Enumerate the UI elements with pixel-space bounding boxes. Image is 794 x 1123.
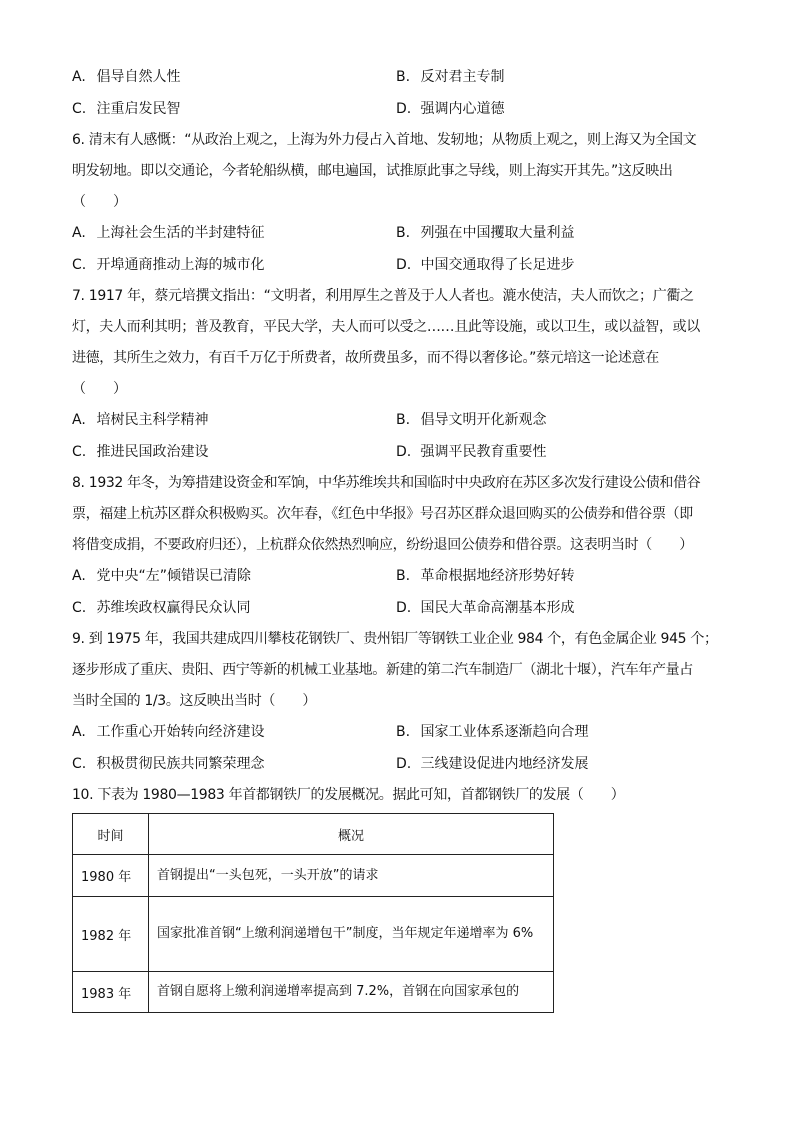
q7-option-b[interactable]: B. 倡导文明开化新观念 [396,412,547,428]
q9-stem-line: 9. 到 1975 年，我国共建成四川攀枝花钢铁厂、贵州铝厂等钢铁工业企业 984 个，有色金属企业 945 个； [72,631,718,647]
q5-options-row-1 [72,62,724,94]
q5-options-row-2 [72,94,724,126]
q9-option-c[interactable]: C. 积极贯彻民族共同繁荣理念 [72,755,265,772]
table-cell-overview: 首钢提出“一头包死，一头开放”的请求 [149,855,554,897]
q7-answer-blank: （ ） [72,381,127,397]
question-8 [72,468,724,624]
q5-option-a[interactable]: A. 倡导自然人性 [72,69,181,85]
table-cell-year: 1980 年 [73,855,149,897]
table-cell-overview: 国家批准首钢“上缴利润递增包干”制度，当年规定年递增率为 6% [149,897,554,972]
q8-option-d[interactable]: D. 国民大革命高潮基本形成 [396,599,575,616]
table-header-overview: 概况 [149,814,554,855]
question-7 [72,281,724,468]
q8-option-b[interactable]: B. 革命根据地经济形势好转 [396,568,575,584]
q6-answer-blank: （ ） [72,194,127,210]
table-cell-year: 1982 年 [73,897,149,972]
q8-stem-line: 将借变成捐，不要政府归还），上杭群众依然热烈响应，纷纷退回公债券和借谷票。这表明当时（ ） [72,537,693,553]
table-header-row [73,814,554,855]
q9-option-a[interactable]: A. 工作重心开始转向经济建设 [72,724,265,740]
table-row [73,855,554,897]
q7-option-d[interactable]: D. 强调平民教育重要性 [396,443,547,460]
q10-stem: 10. 下表为 1980—1983 年首都钢铁厂的发展概况。据此可知，首都钢铁厂的发展（ ） [72,787,625,803]
q8-stem-line: 票，福建上杭苏区群众积极购买。次年春，《红色中华报》号召苏区群众退回购买的公债券和借谷票（即 [72,506,693,522]
q9-options-row-1 [72,717,724,749]
q6-option-c[interactable]: C. 开埠通商推动上海的城市化 [72,256,265,273]
q5-option-b[interactable]: B. 反对君主专制 [396,69,505,85]
q8-option-a[interactable]: A. 党中央“左”倾错误已清除 [72,568,251,584]
q9-stem-line: 逐步形成了重庆、贵阳、西宁等新的机械工业基地。新建的第二汽车制造厂（湖北十堰），汽车年产量占 [72,662,693,678]
q9-option-b[interactable]: B. 国家工业体系逐渐趋向合理 [396,724,589,740]
q6-stem-line: 6. 清末有人感慨：“从政治上观之，上海为外力侵占入首地、发轫地；从物质上观之，则上海又为全国文 [72,132,697,148]
q8-option-c[interactable]: C. 苏维埃政权赢得民众认同 [72,599,251,616]
q8-stem-line: 8. 1932 年冬，为筹措建设资金和军饷，中华苏维埃共和国临时中央政府在苏区多次发行建设公债和借谷 [72,475,701,491]
question-10 [72,780,724,1013]
table-cell-overview: 首钢自愿将上缴利润递增率提高到 7.2%，首钢在向国家承包的 [149,972,554,1013]
q7-options-row-1 [72,405,724,437]
q7-options-row-2 [72,437,724,469]
q6-options-row-1 [72,218,724,250]
q6-option-b[interactable]: B. 列强在中国攫取大量利益 [396,225,575,241]
steel-plant-table [72,813,554,1013]
table-row [73,972,554,1013]
q7-stem-line: 进德，其所生之效力，有百千万亿于所费者，故所费虽多，而不得以奢侈论。”蔡元培这一论述意在 [72,350,659,366]
q8-options-row-1 [72,561,724,593]
question-6 [72,125,724,281]
q9-stem-line: 当时全国的 1/3。这反映出当时（ ） [72,693,316,709]
table-row [73,897,554,972]
q6-option-d[interactable]: D. 中国交通取得了长足进步 [396,256,575,273]
q7-option-a[interactable]: A. 培树民主科学精神 [72,412,209,428]
q7-stem-line: 灯，夫人而利其明；普及教育，平民大学，夫人而可以受之……且此等设施，或以卫生，或以益智，或以 [72,319,700,335]
q8-options-row-2 [72,593,724,625]
q6-options-row-2 [72,250,724,282]
q6-stem-line: 明发轫地。即以交通论，今者轮船纵横，邮电遍国，试推原此事之导线，则上海实开其先。”这反映出 [72,163,673,179]
q6-option-a[interactable]: A. 上海社会生活的半封建特征 [72,225,265,241]
question-9 [72,624,724,780]
q9-options-row-2 [72,749,724,781]
table-header-time: 时间 [73,814,149,855]
exam-page [72,62,724,1013]
q5-option-d[interactable]: D. 强调内心道德 [396,100,505,117]
q7-stem-line: 7. 1917 年，蔡元培撰文指出：“文明者，利用厚生之普及于人人者也。漉水使洁，夫人而饮之；广衢之 [72,288,694,304]
table-cell-year: 1983 年 [73,972,149,1013]
q7-option-c[interactable]: C. 推进民国政治建设 [72,443,209,460]
q9-option-d[interactable]: D. 三线建设促进内地经济发展 [396,755,589,772]
q5-option-c[interactable]: C. 注重启发民智 [72,100,181,117]
